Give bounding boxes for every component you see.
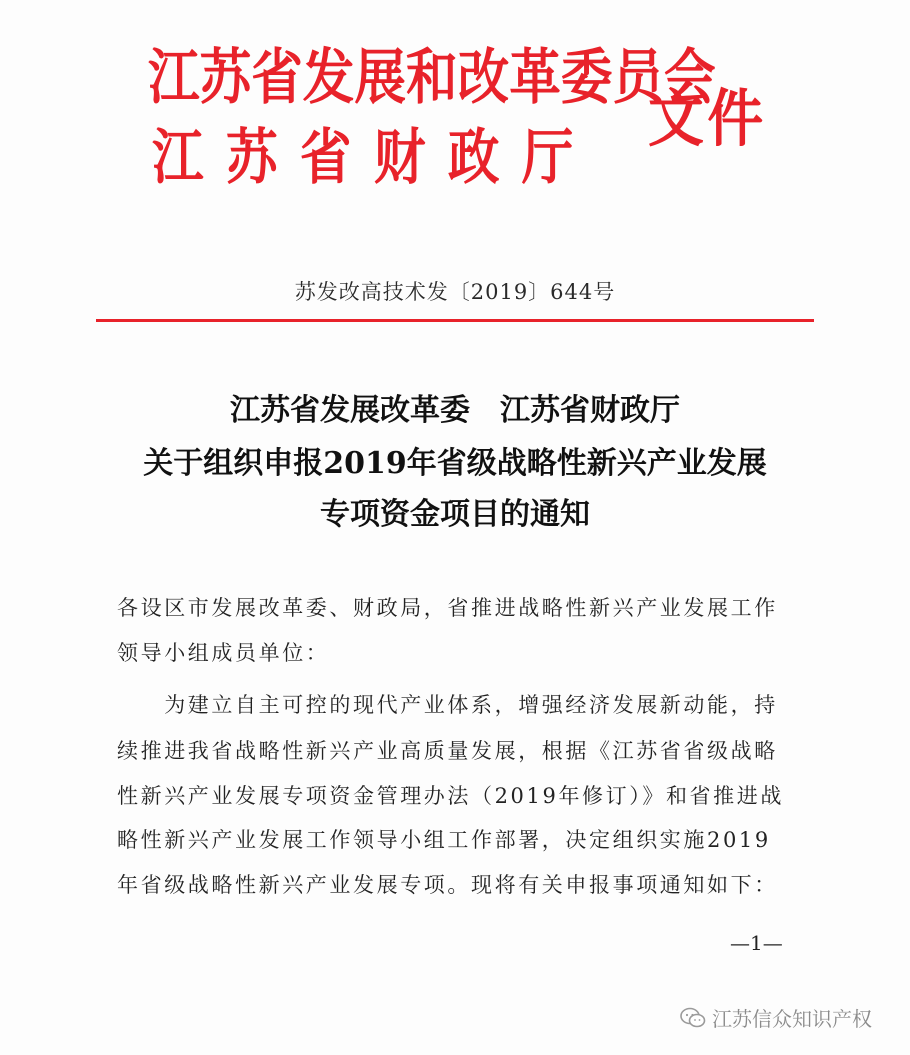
body-line: 领导小组成员单位：: [117, 641, 330, 665]
notice-title-line-2: 关于组织申报2019年省级战略性新兴产业发展: [143, 446, 767, 481]
watermark-text: 江苏信众知识产权: [712, 1007, 872, 1031]
notice-title-line-3: 专项资金项目的通知: [320, 497, 590, 532]
red-divider: [96, 319, 814, 322]
issuer-name-2: 江苏省财政厅: [152, 123, 596, 193]
notice-title-line-1: 江苏省发展改革委 江苏省财政厅: [230, 393, 680, 428]
page-number: —1—: [730, 931, 783, 955]
watermark: [680, 1003, 872, 1032]
document-number: 苏发改高技术发〔2019〕644号: [294, 280, 616, 304]
body-line: 各设区市发展改革委、财政局，省推进战略性新兴产业发展工作: [117, 596, 778, 620]
body-line: 略性新兴产业发展工作领导小组工作部署，决定组织实施2019: [117, 828, 771, 852]
document-label: 文件: [648, 82, 767, 155]
body-line: 为建立自主可控的现代产业体系，增强经济发展新动能，持: [117, 693, 778, 717]
body-line: 年省级战略性新兴产业发展专项。现将有关申报事项通知如下：: [117, 873, 778, 897]
body-line: 续推进我省战略性新兴产业高质量发展，根据《江苏省省级战略: [117, 739, 778, 763]
wechat-icon: [680, 1007, 706, 1029]
issuer-name-1: 江苏省发展和改革委员会: [148, 43, 716, 113]
body-line: 性新兴产业发展专项资金管理办法（2019年修订）》和省推进战: [117, 784, 784, 808]
